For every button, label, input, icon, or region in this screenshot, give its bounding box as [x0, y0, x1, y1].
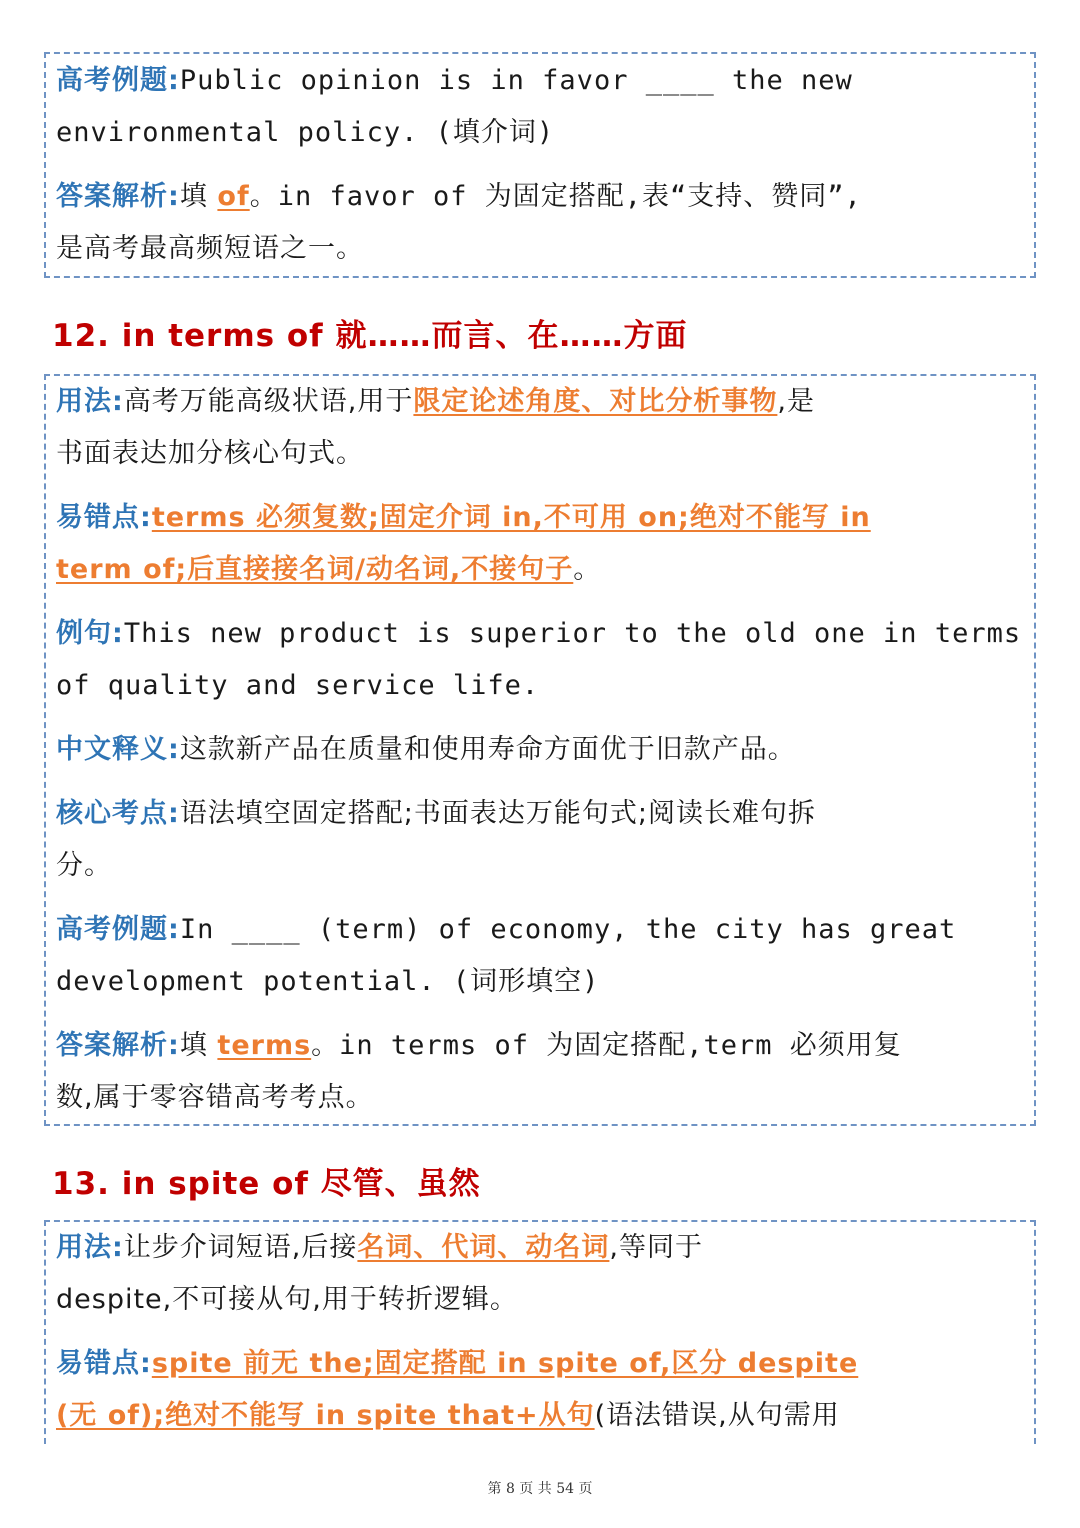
- item-13-card: [44, 1220, 1036, 1444]
- answer-prefix: 填: [179, 1030, 218, 1061]
- error-line1: terms 必须复数;固定介词 in,不可用 on;绝对不能写 in: [151, 502, 871, 533]
- example-label: 例句:: [56, 618, 124, 649]
- error-label: 易错点:: [56, 1348, 152, 1379]
- usage-line2: despite,不可接从句,用于转折逻辑。: [56, 1284, 518, 1315]
- answer-label: 答案解析:: [56, 181, 180, 212]
- usage-line2: 书面表达加分核心句式。: [56, 438, 364, 469]
- exam-label: 高考例题:: [56, 65, 180, 96]
- usage-post: ,是: [777, 386, 815, 417]
- answer-rest: 。in favor of 为固定搭配,表“支持、赞同”,: [249, 181, 862, 212]
- usage: [56, 376, 1024, 428]
- answer-rest: 。in terms of 为固定搭配,term 必须用复: [311, 1030, 902, 1061]
- item-12-heading: 12. in terms of 就……而言、在……方面: [52, 318, 688, 354]
- cn-label: 中文释义:: [56, 734, 180, 765]
- error-points-line2: [56, 1390, 1024, 1442]
- error-points: [56, 1338, 1024, 1390]
- usage-label: 用法:: [56, 386, 124, 417]
- error-tail: (语法错误,从句需用: [594, 1400, 840, 1431]
- usage-post: ,等同于: [609, 1232, 703, 1263]
- answer-line2: 数,属于零容错高考考点。: [56, 1082, 374, 1113]
- answer-analysis: [56, 171, 1024, 223]
- core-points: [56, 788, 1024, 840]
- example-line2: of quality and service life.: [56, 670, 540, 701]
- example-sentence: [56, 608, 1024, 660]
- error-line2: (无 of);绝对不能写 in spite that+从句: [56, 1400, 595, 1431]
- exam-line1: In ____ (term) of economy, the city has great: [179, 914, 957, 945]
- error-line1: spite 前无 the;固定搭配 in spite of,区分 despite: [151, 1348, 859, 1379]
- core-line2: 分。: [56, 850, 112, 881]
- answer-prefix: 填: [179, 181, 218, 212]
- error-points-line2: [56, 544, 1024, 596]
- core-line1: 语法填空固定搭配;书面表达万能句式;阅读长难句拆: [179, 798, 817, 829]
- usage-text: 高考万能高级状语,用于: [123, 386, 414, 417]
- usage-label: 用法:: [56, 1232, 124, 1263]
- error-end: 。: [573, 554, 602, 585]
- page-footer: 第 8 页 共 54 页: [487, 1481, 593, 1497]
- usage-text: 让步介词短语,后接: [123, 1232, 358, 1263]
- answer-word: terms: [217, 1030, 312, 1061]
- exam-question: [56, 904, 1024, 956]
- answer-analysis: [56, 1020, 1024, 1072]
- usage: [56, 1222, 1024, 1274]
- exam-text-line2: environmental policy. (填介词): [56, 117, 555, 148]
- item-13-heading: 13. in spite of 尽管、虽然: [52, 1166, 481, 1202]
- error-points: [56, 492, 1024, 544]
- error-line2: term of;后直接接名词/动名词,不接句子: [56, 554, 574, 585]
- example-line1: This new product is superior to the old one in terms: [123, 618, 1022, 649]
- item-11-card: [44, 52, 1036, 278]
- item-12-card: [44, 374, 1036, 1126]
- answer-word: of: [217, 181, 250, 212]
- core-label: 核心考点:: [56, 798, 180, 829]
- answer-line2: 是高考最高频短语之一。: [56, 233, 364, 264]
- usage-highlight: 名词、代词、动名词: [357, 1232, 610, 1263]
- answer-label: 答案解析:: [56, 1030, 180, 1061]
- chinese-meaning: [56, 724, 1024, 776]
- exam-label: 高考例题:: [56, 914, 180, 945]
- cn-text: 这款新产品在质量和使用寿命方面优于旧款产品。: [179, 734, 796, 765]
- error-label: 易错点:: [56, 502, 152, 533]
- usage-highlight: 限定论述角度、对比分析事物: [413, 386, 778, 417]
- exam-text: Public opinion is in favor ____ the new: [179, 65, 853, 96]
- exam-question: [56, 55, 1024, 107]
- exam-line2: development potential. (词形填空): [56, 966, 600, 997]
